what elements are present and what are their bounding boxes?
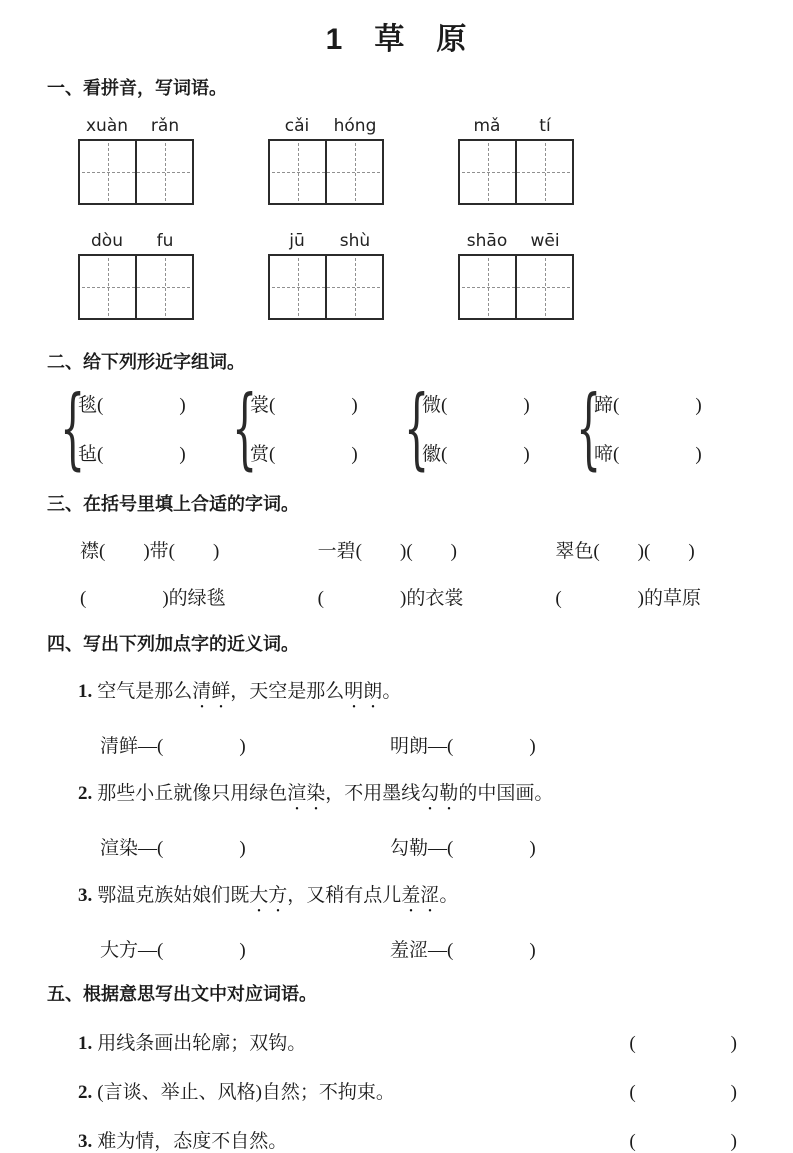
grid-cell xyxy=(270,256,325,318)
pinyin-group xyxy=(458,116,574,205)
definition-text: 用线条画出轮廓；双钩。 xyxy=(97,1033,307,1054)
pinyin-syllable: fu xyxy=(156,231,174,251)
fill-blank: 襟( )带( ) xyxy=(80,541,220,562)
answer-blank: ( ) xyxy=(629,1033,737,1054)
definition-text: 难为情，态度不自然。 xyxy=(97,1131,288,1152)
emphasized-word: 明朗 xyxy=(344,681,383,702)
grid-cell xyxy=(270,141,325,203)
writing-grid xyxy=(78,139,194,205)
character-pair xyxy=(576,376,748,479)
section-3-heading: 三、在括号里填上合适的字词。 xyxy=(47,494,299,514)
sentence-text: ，不用墨线 xyxy=(325,783,421,804)
emphasized-word: 羞涩 xyxy=(401,885,440,906)
pinyin-syllable: dòu xyxy=(91,231,123,251)
character-pairs xyxy=(60,376,793,479)
pinyin-group xyxy=(78,231,194,320)
meaning-item-3 xyxy=(78,1126,737,1153)
sentence-text: ，天空是那么 xyxy=(230,681,345,702)
synonym-blank: 羞涩—( ) xyxy=(390,940,536,961)
pair-blank-bottom: 徽( ) xyxy=(422,444,530,465)
sentence-text: 空气是那么 xyxy=(97,681,193,702)
fill-row-1 xyxy=(80,536,793,563)
grid-cell xyxy=(460,256,515,318)
fill-blank: ( )的绿毯 xyxy=(80,588,226,609)
synonym-blanks-3 xyxy=(100,935,793,962)
item-number: 3. xyxy=(78,1131,93,1152)
item-number: 3. xyxy=(78,885,93,906)
pair-blank-top: 裳( ) xyxy=(250,395,358,416)
character-pair xyxy=(404,376,576,479)
pair-blank-bottom: 赏( ) xyxy=(250,444,358,465)
emphasized-word: 勾勒 xyxy=(420,783,459,804)
sentence-text: 的中国画。 xyxy=(458,783,554,804)
pinyin-labels xyxy=(458,116,574,136)
meaning-item-1 xyxy=(78,1028,737,1055)
sentence-text: 鄂温克族姑娘们既 xyxy=(97,885,250,906)
pair-blank-bottom: 毡( ) xyxy=(78,444,186,465)
brace-icon: { xyxy=(576,376,602,479)
writing-grid xyxy=(458,254,574,320)
pinyin-syllable: shāo xyxy=(466,231,508,251)
fill-blank: ( )的衣裳 xyxy=(317,588,464,609)
character-pair xyxy=(232,376,404,479)
character-pair xyxy=(60,376,232,479)
writing-grid xyxy=(458,139,574,205)
sentence-text: 。 xyxy=(439,885,459,906)
sentence-text: ，又稍有点儿 xyxy=(287,885,402,906)
pair-blank-bottom: 啼( ) xyxy=(594,444,702,465)
emphasized-word: 大方 xyxy=(249,885,288,906)
synonym-blanks-2 xyxy=(100,833,793,860)
meaning-item-2 xyxy=(78,1077,737,1104)
section-4-heading: 四、写出下列加点字的近义词。 xyxy=(47,634,299,654)
section-5-heading: 五、根据意思写出文中对应词语。 xyxy=(47,984,317,1004)
synonym-sentence-1 xyxy=(78,676,793,713)
fill-blank: 一碧( )( ) xyxy=(317,541,457,562)
synonym-sentence-2 xyxy=(78,778,793,815)
grid-cell xyxy=(325,141,382,203)
page-title: 1 草 原 xyxy=(325,23,468,56)
pinyin-labels xyxy=(78,116,194,136)
pair-blank-top: 微( ) xyxy=(422,395,530,416)
synonym-sentence-3 xyxy=(78,880,793,917)
pinyin-syllable: jū xyxy=(289,231,305,251)
pair-blank-top: 毯( ) xyxy=(78,395,186,416)
brace-icon: { xyxy=(232,376,258,479)
brace-icon: { xyxy=(60,376,86,479)
writing-grid xyxy=(78,254,194,320)
definition-text: (言谈、举止、风格)自然；不拘束。 xyxy=(97,1082,395,1103)
pinyin-labels xyxy=(268,116,384,136)
synonym-blank: 勾勒—( ) xyxy=(390,838,536,859)
pinyin-syllable: cǎi xyxy=(284,116,310,136)
grid-cell xyxy=(515,141,572,203)
grid-cell xyxy=(325,256,382,318)
pinyin-labels xyxy=(268,231,384,251)
sentence-text: 那些小丘就像只用绿色 xyxy=(97,783,288,804)
pinyin-syllable: mǎ xyxy=(473,116,501,136)
synonym-blank: 明朗—( ) xyxy=(390,736,536,757)
emphasized-word: 清鲜 xyxy=(192,681,231,702)
item-number: 2. xyxy=(78,783,93,804)
item-number: 1. xyxy=(78,681,93,702)
pinyin-group xyxy=(78,116,194,205)
pinyin-syllable: shù xyxy=(339,231,371,251)
synonym-blanks-1 xyxy=(100,731,793,758)
grid-cell xyxy=(135,256,192,318)
answer-blank: ( ) xyxy=(629,1082,737,1103)
section-1-heading: 一、看拼音，写词语。 xyxy=(47,78,227,98)
synonym-blank: 清鲜—( ) xyxy=(100,736,246,757)
grid-cell xyxy=(515,256,572,318)
pinyin-labels xyxy=(78,231,194,251)
pinyin-syllable: wēi xyxy=(530,231,560,251)
pinyin-group xyxy=(268,116,384,205)
item-number: 1. xyxy=(78,1033,93,1054)
grid-cell xyxy=(135,141,192,203)
pinyin-group xyxy=(458,231,574,320)
grid-cell xyxy=(80,256,135,318)
emphasized-word: 渲染 xyxy=(287,783,326,804)
pinyin-labels xyxy=(458,231,574,251)
synonym-blank: 渲染—( ) xyxy=(100,838,246,859)
grid-cell xyxy=(80,141,135,203)
section-2-heading: 二、给下列形近字组词。 xyxy=(47,352,245,372)
pinyin-syllable: xuàn xyxy=(85,116,129,136)
fill-row-2 xyxy=(80,583,793,610)
item-number: 2. xyxy=(78,1082,93,1103)
writing-grid xyxy=(268,139,384,205)
fill-blank: ( )的草原 xyxy=(555,588,701,609)
brace-icon: { xyxy=(404,376,430,479)
writing-grid xyxy=(268,254,384,320)
answer-blank: ( ) xyxy=(629,1131,737,1152)
pinyin-group xyxy=(268,231,384,320)
pinyin-syllable: rǎn xyxy=(150,116,180,136)
pinyin-syllable: tí xyxy=(539,116,551,136)
fill-blank: 翠色( )( ) xyxy=(555,541,695,562)
synonym-blank: 大方—( ) xyxy=(100,940,246,961)
pinyin-syllable: hóng xyxy=(333,116,377,136)
pinyin-row-1 xyxy=(78,116,793,205)
sentence-text: 。 xyxy=(382,681,402,702)
grid-cell xyxy=(460,141,515,203)
pair-blank-top: 蹄( ) xyxy=(594,395,702,416)
pinyin-row-2 xyxy=(78,231,793,320)
